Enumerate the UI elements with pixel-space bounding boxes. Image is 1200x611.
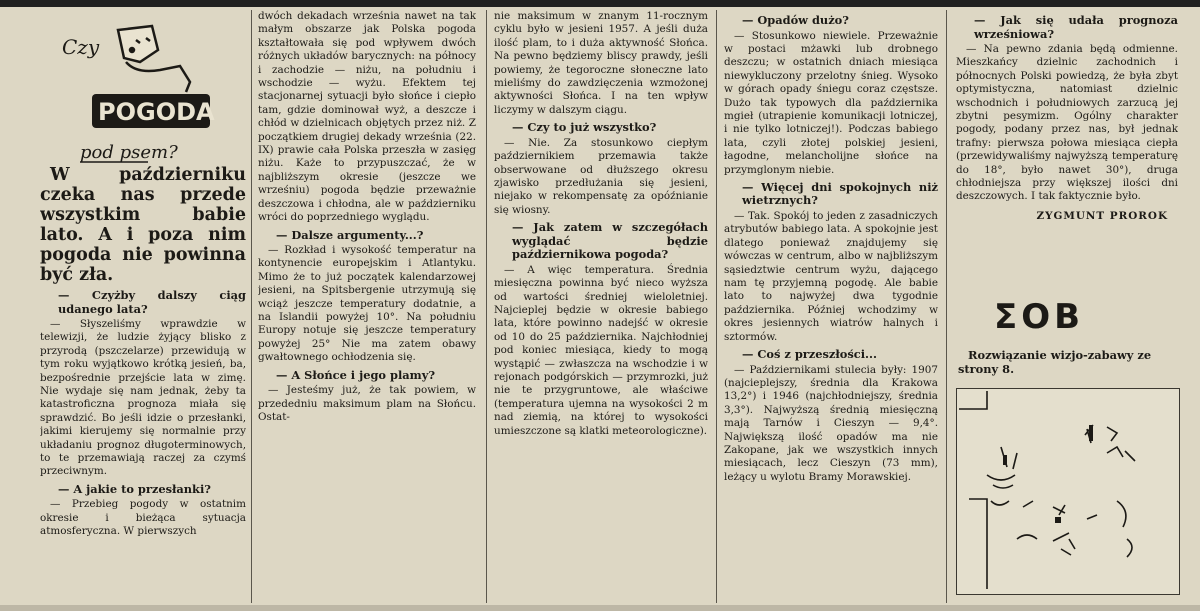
bottom-rule	[0, 605, 1200, 611]
answer-paragraph: — Przebieg pogody w ostatnim okresie i bieżąca sytuacja atmosferyczna. W pierwszych	[40, 498, 246, 538]
question-heading: — Czy to już wszystko?	[512, 120, 657, 135]
question-heading: — Jak zatem w szczegółach wyglądać będzie październikowa pogoda?	[512, 220, 708, 262]
dog-drawing-icon	[118, 26, 190, 92]
answer-paragraph: — A więc temperatura. Średnia miesięczna powinna być nieco wyższa od wartości średniej wieloletniej. Najcieplej będzie w okresie babiego lata, które powinno nadejść w okresie od 10 do 25 października. Najchłodniej pod koniec miesiąca, kiedy to mogą wystąpić — zwłaszcza na wschodzie i w rejonach podgórskich — przymrozki, już nie te przygruntowe, ale właściwe (temperatura ujemna na wysokości 2 m nad ziemią, na której to wysokości umieszczone są klatki meteorologiczne).	[494, 263, 708, 437]
author-signature: ZYGMUNT PROROK	[1036, 209, 1168, 222]
column-4	[724, 10, 938, 603]
column-2	[258, 10, 476, 603]
column-divider	[946, 10, 947, 603]
column-5	[956, 10, 1178, 281]
question-heading: — Więcej dni spokojnych niż wietrznych?	[742, 179, 938, 208]
question-heading: — Dalsze argumenty...?	[276, 227, 424, 242]
answer-paragraph: nie maksimum w znanym 11-rocznym cyklu było w jesieni 1957. A jeśli duża ilość plam, to i duża aktywność Słońca. Na pewno będziemy bliscy prawdy, jeśli powiemy, że tegoroczne słoneczne lato mieliśmy do zawdzięczenia wzmożonej aktywności Słońca. I na ten wpływ liczymy w dalszym ciągu.	[494, 10, 708, 116]
logo-word-pogoda: POGODA	[98, 98, 215, 126]
answer-paragraph: — Na pewno zdania będą odmienne. Mieszkańcy dzielnic zachodnich i północnych Polski powiedzą, że była zbyt optymistyczna, natomiast dzielnic wschodnich i południowych zarzucą jej zbytni pesymizm. Ogólny charakter pogody, podany przez nas, był jednak trafny: pierwsza połowa miesiąca ciepła (przewidywaliśmy najwyższą temperaturę do 18°, było nawet 30°), druga chłodniejsza przy większej ilości dni deszczowych. I tak faktycznie było.	[956, 43, 1178, 203]
question-heading: — A Słońce i jego plamy?	[276, 367, 436, 382]
top-rule	[0, 0, 1200, 7]
monogram-text: ΣOB	[994, 297, 1085, 336]
puzzle-solution-caption: Rozwiązanie wizjo-zabawy ze strony 8.	[958, 348, 1152, 376]
question-heading: — Jak się udała prognoza wrześniowa?	[974, 13, 1178, 41]
answer-paragraph: dwóch dekadach września nawet na tak małym obszarze jak Polska pogoda kształtowała się pod wpływem dwóch różnych układów barycznych: na północy i zachodzie — niżu, na południu i wschodzie — wyżu. Efektem tej stacjonarnej sytuacji było słońce i ciepło tam, gdzie dominował wyż, a deszcze i chłód w dzielnicach objętych przez niż. Z początkiem drugiej dekady września (22. IX) prawie cała Polska przeszła w zasięg niżu. Każe to przypuszczać, że w najbliższym okresie (jeszcze we wrześniu) pogoda będzie przeważnie deszczowa i chłodna, ale w październiku wróci do poprzedniego wyglądu.	[258, 10, 476, 224]
column-divider	[486, 10, 487, 603]
question-heading: — Coś z przeszłości...	[742, 347, 877, 362]
answer-paragraph: — Jesteśmy już, że tak powiem, w przededniu maksimum plam na Słońcu. Ostat-	[258, 384, 476, 423]
answer-paragraph: — Nie. Za stosunkowo ciepłym październikiem przemawia także obserwowane od dłuższego okresu zjawisko przedłużania się jesieni, niejako w rekompensatę za opóźnianie się wiosny.	[494, 136, 708, 216]
column-3	[494, 10, 708, 603]
question-heading: — Opadów dużo?	[742, 13, 849, 27]
column-1	[40, 10, 246, 603]
answer-paragraph: — Stosunkowo niewiele. Przeważnie w postaci mżawki lub drobnego deszczu; w ostatnich dniach miesiąca niewykluczony przelotny śnieg. Wysoko w górach opady śniegu coraz częstsze. Dużo tak typowych dla października mgieł (utrapienie komunikacji lotniczej, i nie tylko lotniczej!). Podczas babiego lata, czyli złotej polskiej jesieni, łagodne, melancholijne słońce na przymglonym niebie.	[724, 29, 938, 176]
column-divider	[716, 10, 717, 603]
monogram-logo	[990, 292, 1110, 340]
answer-paragraph: — Tak. Spokój to jeden z zasadniczych atrybutów babiego lata. A spokojnie jest dlatego ponieważ znajdujemy się wówczas w centrum, albo w najbliższym sąsiedztwie centrum wyżu, dającego nam tę przyjemną pogodę. Ale babie lato to najwyżej dwa tygodnie października. Później wchodzimy w okres jesiennych wiatrów halnych i sztormów.	[724, 209, 938, 343]
question-heading: — Czyżby dalszy ciąg udanego lata?	[58, 288, 246, 316]
puzzle-solution-sketch	[956, 388, 1180, 595]
answer-paragraph: — Słyszeliśmy wprawdzie w telewizji, że ludzie żyjący blisko z przyrodą (pszczelarze) przewidują w tym roku wyjątkowo krótką jesień, ba, bezpośrednie przejście lata w zimę. Nie wydaje się nam jednak, żeby ta katastroficzna prognoza miała się sprawdzić. Bo jeśli idzie o przesłanki, jakimi kierujemy się normalnie przy układaniu prognoz długoterminowych, to te przemawiają raczej za czymś przeciwnym.	[40, 318, 246, 478]
question-heading: — A jakie to przesłanki?	[58, 481, 211, 496]
lead-paragraph: W październiku czeka nas przede wszystkim babie lato. A i poza nim pogoda nie powinna być zła.	[40, 165, 246, 285]
pogoda-logo	[40, 10, 226, 165]
logo-word-czy: Czy	[62, 35, 100, 59]
answer-paragraph: — Październikami stulecia były: 1907 (najcieplejszy, średnia dla Krakowa 13,2°) i 1946 (najchłodniejszy, średnia 3,3°). Najwyższą średnią miesięczną mają Tarnów i Cieszyn — 9,4°. Największą ilość opadów ma nie Zakopane, jak we wszystkich innych miesiącach, lecz Cieszyn (73 mm), leżący u wylotu Bramy Morawskiej.	[724, 363, 938, 483]
logo-word-pod-psem: pod psem?	[80, 142, 178, 163]
column-divider	[251, 10, 252, 603]
answer-paragraph: — Rozkład i wysokość temperatur na kontynencie europejskim i Atlantyku. Mimo że to już początek kalendarzowej jesieni, na Spitsbergenie utrzymują się wciąż jeszcze temperatury dodatnie, a na Islandii powyżej 10°. Na południu Europy notuje się jeszcze temperatury powyżej 25° Nie ma zatem obawy gwałtownego ochłodzenia się.	[258, 244, 476, 364]
